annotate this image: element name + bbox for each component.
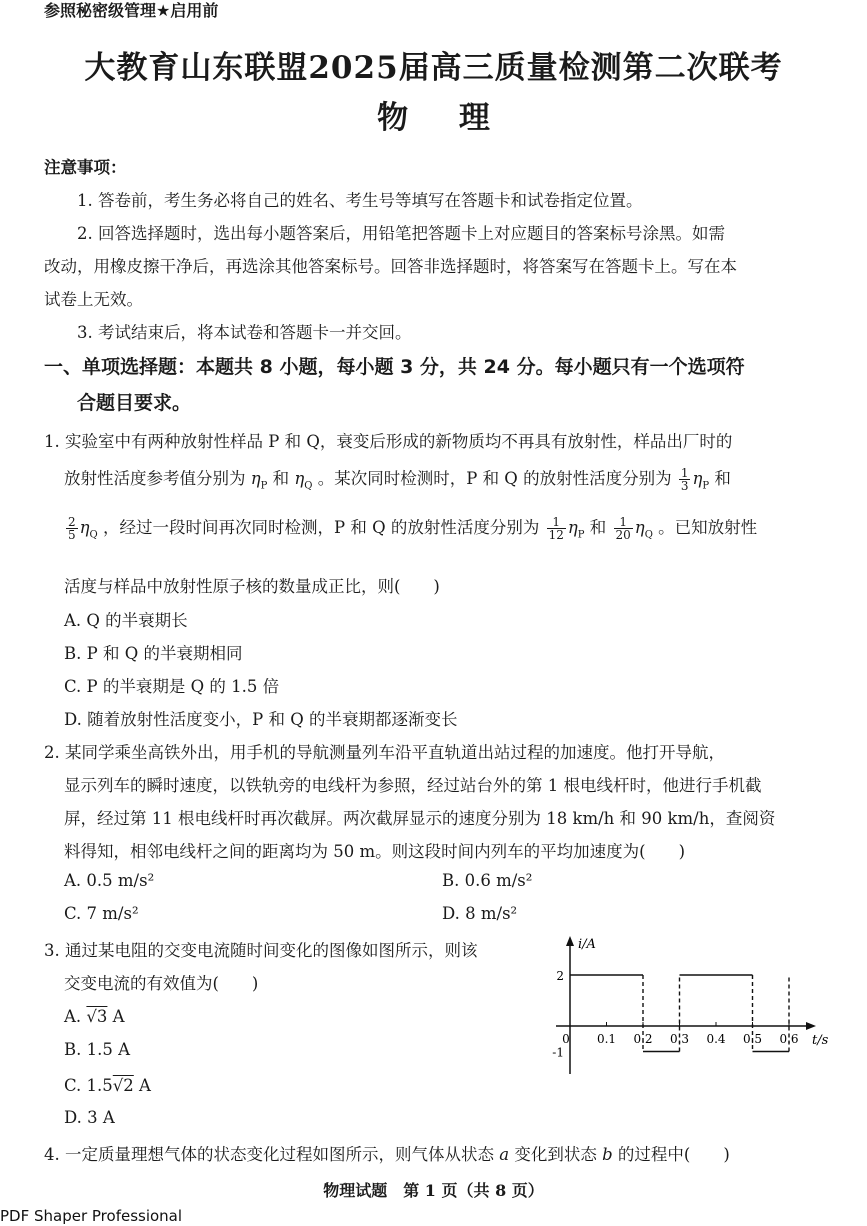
x-tick-label: 0.2 [633,1032,653,1046]
question-2-text: 2. 某同学乘坐高铁外出，用手机的导航测量列车沿平直轨道出站过程的加速度。他打开导航， [44,743,725,762]
note-item: 试卷上无效。 [44,290,143,309]
y-tick-label: 2 [556,969,564,983]
current-time-graph [548,932,838,1082]
question-1-text: 放射性活度参考值分别为 $\eta_P$ 和 $\eta_Q$ 。某次同时检测时，P 和 Q 的放射性活度分别为 $\frac{1}{3}$ $\eta_P$ 和 [64,466,731,493]
eta-symbol: η [250,469,261,488]
x-tick-label: 0.5 [742,1032,763,1046]
q1-text: 。已知放射性 [658,518,758,537]
y-axis-label: i/A [578,937,596,952]
question-3-text: 交变电流的有效值为( ) [64,974,259,993]
option-b: B. P 和 Q 的半衰期相同 [64,644,243,663]
option-c: C. 7 m/s² [64,904,139,923]
q1-text: 放射性活度参考值分别为 [64,469,246,488]
option-d: D. 3 A [64,1108,115,1127]
exam-title: 大教育山东联盟2025届高三质量检测第二次联考 [84,50,783,86]
subject-title: 物 理 [377,100,490,136]
option-c: C. 1.5√2 A [64,1076,151,1095]
note-item: 1. 答卷前，考生务必将自己的姓名、考生号等填写在答题卡和试卷指定位置。 [77,191,643,210]
subscript: Q [304,480,313,492]
option-b: B. 1.5 A [64,1040,131,1059]
question-1-text: $\frac{2}{5}$ $\eta_Q$ ，经过一段时间再次同时检测，P 和 Q 的放射性活度分别为 $\frac{1}{12}$ $\eta_P$ 和 $\frac{1}{20}$ $\eta_Q$ 。已知放射性 [68,515,758,542]
state-b-label: b [602,1145,613,1164]
question-2-text: 显示列车的瞬时速度，以铁轨旁的电线杆为参照，经过站台外的第 1 根电线杆时，他进行手机截 [64,776,762,795]
x-axis-label: t/s [812,1033,829,1048]
subscript: P [260,480,268,492]
watermark: PDF Shaper Professional [0,1207,183,1225]
note-item: 改动，用橡皮擦干净后，再选涂其他答案标号。回答非选择题时，将答案写在答题卡上。写在本 [44,257,737,276]
note-item: 2. 回答选择题时，选出每小题答案后，用铅笔把答题卡上对应题目的答案标号涂黑。如需 [77,224,725,243]
question-2-text: 屏，经过第 11 根电线杆时再次截屏。两次截屏显示的速度分别为 18 km/h 和 90 km/h，查阅资 [64,809,776,828]
y-tick-label: -1 [552,1045,564,1060]
option-c: C. P 的半衰期是 Q 的 1.5 倍 [64,677,280,696]
question-1-text: 活度与样品中放射性原子核的数量成正比，则( ) [64,577,440,596]
fraction: $\frac{2}{5}$ [68,515,76,542]
x-tick-label: 0 [562,1032,570,1046]
x-tick-label: 0.4 [706,1032,726,1046]
page-footer: 物理试题 第 1 页（共 8 页） [323,1181,544,1200]
q1-text: ，经过一段时间再次同时检测，P 和 Q 的放射性活度分别为 [102,518,540,537]
x-tick-label: 0.6 [779,1032,799,1046]
question-4-text: 4. 一定质量理想气体的状态变化过程如图所示，则气体从状态 a 变化到状态 b 的过程中( ) [44,1145,730,1164]
x-tick-label: 0.3 [669,1032,690,1046]
option-a: A. 0.5 m/s² [64,871,155,890]
section-heading-cont: 合题目要求。 [77,392,192,414]
q1-text: 。某次同时检测时，P 和 Q 的放射性活度分别为 [317,469,672,488]
confidential-mark: 参照秘密级管理★启用前 [44,1,219,20]
question-1-text: 1. 实验室中有两种放射性样品 P 和 Q，衰变后形成的新物质均不再具有放射性，样品出厂时的 [44,432,733,451]
option-a: A. Q 的半衰期长 [64,611,188,630]
option-a: A. √3 A [64,1007,125,1026]
option-d: D. 随着放射性活度变小，P 和 Q 的半衰期都逐渐变长 [64,710,458,729]
option-d: D. 8 m/s² [442,904,518,923]
state-a-label: a [499,1145,510,1164]
notes-heading: 注意事项： [44,158,127,177]
note-item: 3. 考试结束后，将本试卷和答题卡一并交回。 [77,323,412,342]
q1-text: 和 [589,518,607,537]
fraction: $\frac{1}{3}$ [680,466,689,493]
q1-text: 和 [714,469,731,488]
x-tick-label: 0.1 [596,1032,617,1046]
eta-symbol: η [294,469,305,488]
x-axis-arrow [806,1022,816,1030]
section-heading: 一、单项选择题：本题共 8 小题，每小题 3 分，共 24 分。每小题只有一个选项符 [44,356,745,378]
q1-text: 和 [272,469,290,488]
question-2-text: 料得知，相邻电线杆之间的距离均为 50 m。则这段时间内列车的平均加速度为( ) [64,842,686,861]
fraction: $\frac{1}{20}$ [615,515,631,542]
question-3-text: 3. 通过某电阻的交变电流随时间变化的图像如图所示，则该 [44,941,478,960]
fraction: $\frac{1}{12}$ [548,515,564,542]
sqrt-expression: √2 [112,1076,134,1095]
option-b: B. 0.6 m/s² [442,871,533,890]
sqrt-expression: √3 [86,1007,108,1026]
y-axis-arrow [566,936,574,946]
